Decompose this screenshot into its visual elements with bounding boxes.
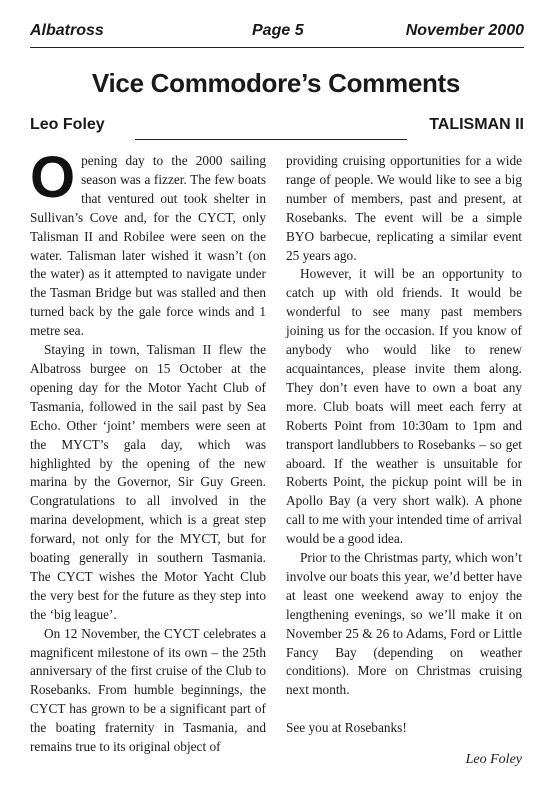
paragraph: providing cruising opportunities for a wide range of people. We would like to see a big number of members, past and present, at Rosebanks. The event will be a simple BYO barbecue, replicating a similar event 25 years ago.	[286, 153, 522, 263]
page-number: Page 5	[252, 22, 304, 39]
article-column-left	[30, 145, 266, 757]
issue-date: November 2000	[405, 22, 524, 39]
paragraph-text: pening day to the 2000 sailing season was a fizzer. The few boats that ventured out took shelter in Sullivan’s Cove and, for the CYCT, only Talisman II and Robilee were seen on the water. Talisman later wished it wasn’t (on the water) as it attempted to navigate under the Tasman Bridge but was stalled and then turned back by the gale force winds and 1 metre sea.	[30, 153, 266, 339]
closing-line: See you at Rosebanks!	[286, 720, 407, 736]
boat-name: TALISMAN II	[429, 116, 524, 133]
signature: Leo Foley	[465, 752, 522, 767]
paragraph: Staying in town, Talisman II flew the Albatross burgee on 15 October at the opening day for the Motor Yacht Club of Tasmania, followed in the sail past by Sea Echo. Other ‘joint’ members were seen at the MYCT’s gala day, which was highlighted by the opening of the new marina by the Governor, Sir Guy Green. Congratulations to all involved in the marina development, which is a great step forward, not only for the MYCT, but for boating generally in southern Tasmania. The CYCT wishes the Motor Yacht Club the very best for the future as they step into the ‘big league’.	[30, 342, 266, 622]
newsletter-name: Albatross	[30, 22, 104, 39]
paragraph: On 12 November, the CYCT celebrates a magnificent milestone of its own – the 25th anniversary of the first cruise of the Club to Rosebanks. From humble beginnings, the CYCT has grown to be a significant part of the boating fraternity in Tasmania, and remains true to its original object of	[30, 625, 266, 755]
page-header	[30, 22, 524, 46]
header-divider	[30, 47, 524, 48]
author-name: Leo Foley	[30, 116, 105, 133]
paragraph: However, it will be an opportunity to catch up with old friends. It would be wonderful to see many past members joining us for the occasion. If you know of anybody who would like to renew acquaintances, please invite them along. They don’t even have to own a boat any more. Club boats will meet each ferry at Roberts Point from 10:30am to 1pm and transport landlubbers to Rosebanks – so get aboard. If the weather is unsuitable for Roberts Point, the pickup point will be in Apollo Bay (a very short walk). A phone call to me with your intended time of arrival would be a good idea.	[286, 266, 522, 547]
byline-divider	[135, 139, 407, 140]
paragraph: Prior to the Christmas party, which won’t involve our boats this year, we’d better have at least one weekend away to enjoy the lengthening evenings, so we’ll make it on November 25 & 26 to Adams, Ford or Little Fancy Bay (depending on weather conditions). More on Christmas cruising next month.	[286, 550, 522, 698]
paragraph	[30, 145, 266, 341]
article-title: Vice Commodore’s Comments	[91, 68, 461, 98]
drop-cap: O	[30, 145, 76, 210]
byline	[30, 116, 524, 140]
article-column-right	[286, 152, 522, 738]
